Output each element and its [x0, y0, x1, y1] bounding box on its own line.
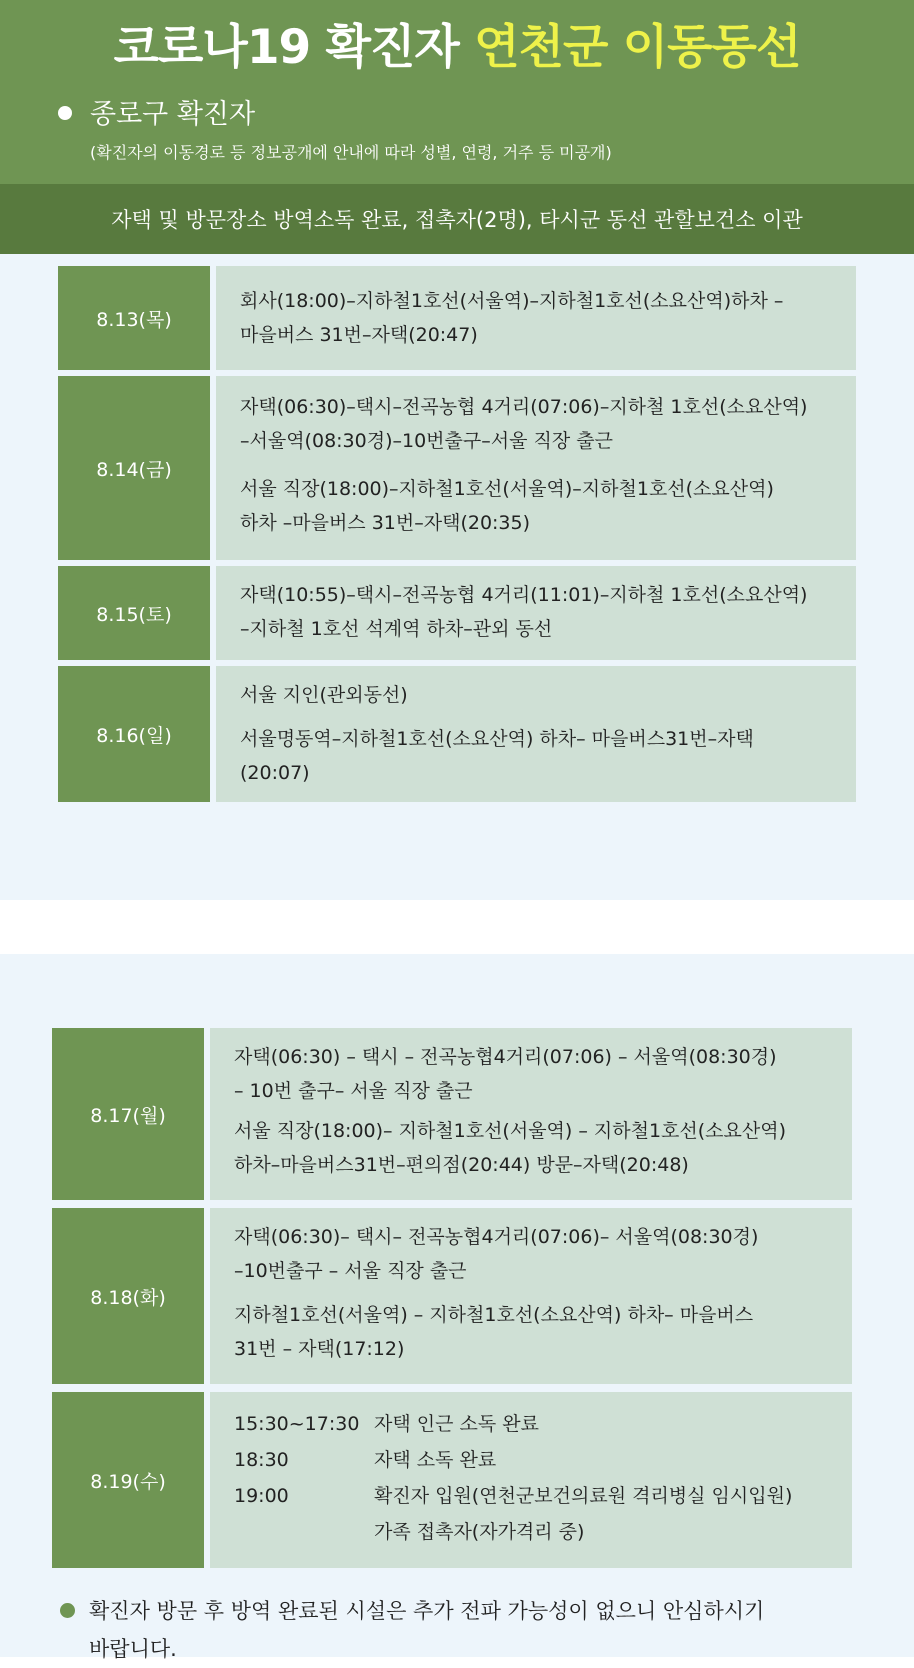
route-line: 서울 지인(관외동선) [240, 684, 408, 706]
route-line: 자택(06:30)–택시–전곡농협 4거리(07:06)–지하철 1호선(소요산역) [240, 396, 808, 418]
route-row [52, 1208, 852, 1384]
route-line: 자택(06:30) – 택시 – 전곡농협4거리(07:06) – 서울역(08:30경) [234, 1046, 777, 1068]
route-line: –서울역(08:30경)–10번출구–서울 직장 출근 [240, 430, 613, 452]
route-date: 8.15(토) [58, 566, 210, 660]
subject-heading [58, 92, 255, 131]
header [0, 0, 914, 184]
route-line: (20:07) [240, 762, 310, 784]
route-date: 8.13(목) [58, 266, 210, 370]
page-title [0, 10, 914, 77]
status-banner: 자택 및 방문장소 방역소독 완료, 접촉자(2명), 타시군 동선 관할보건소 이관 [0, 184, 914, 254]
bullet-dot-icon [60, 1603, 75, 1618]
route-line: 서울 직장(18:00)–지하철1호선(서울역)–지하철1호선(소요산역) [240, 478, 774, 500]
route-detail [216, 666, 856, 802]
route-line: 마을버스 31번–자택(20:47) [240, 324, 478, 346]
route-line: – 10번 출구– 서울 직장 출근 [234, 1080, 473, 1102]
footer-line: 확진자 방문 후 방역 완료된 시설은 추가 전파 가능성이 없으니 안심하시기 [89, 1599, 765, 1623]
schedule-time: 15:30~17:30 [234, 1413, 360, 1435]
route-row [52, 1392, 852, 1568]
route-detail [216, 376, 856, 560]
schedule-time: 19:00 [234, 1485, 289, 1507]
route-line: 자택(06:30)– 택시– 전곡농협4거리(07:06)– 서울역(08:30경) [234, 1226, 759, 1248]
route-line: 하차 –마을버스 31번–자택(20:35) [240, 512, 531, 534]
schedule-text: 자택 소독 완료 [374, 1449, 497, 1471]
route-date: 8.18(화) [52, 1208, 204, 1384]
route-line: 서울명동역–지하철1호선(소요산역) 하차– 마을버스31번–자택 [240, 728, 754, 750]
route-panel-1 [0, 254, 914, 900]
route-line: –10번출구 – 서울 직장 출근 [234, 1260, 467, 1282]
title-highlight: 연천군 이동동선 [474, 20, 801, 75]
route-detail [216, 566, 856, 660]
route-date: 8.19(수) [52, 1392, 204, 1568]
route-row [58, 376, 856, 560]
route-detail [216, 266, 856, 370]
schedule-text: 가족 접촉자(자가격리 중) [374, 1521, 585, 1543]
subject-label: 종로구 확진자 [90, 99, 256, 130]
bullet-dot-icon [58, 106, 72, 120]
route-row [58, 666, 856, 802]
route-row [58, 566, 856, 660]
route-panel-2 [0, 954, 914, 1657]
route-line: 회사(18:00)–지하철1호선(서울역)–지하철1호선(소요산역)하차 – [240, 290, 784, 312]
route-line: –지하철 1호선 석계역 하차–관외 동선 [240, 618, 553, 640]
route-detail [210, 1208, 852, 1384]
schedule-time: 18:30 [234, 1449, 289, 1471]
route-date: 8.14(금) [58, 376, 210, 560]
route-line: 31번 – 자택(17:12) [234, 1338, 405, 1360]
route-date: 8.17(월) [52, 1028, 204, 1200]
schedule-text: 확진자 입원(연천군보건의료원 격리병실 임시입원) [374, 1485, 793, 1507]
route-date: 8.16(일) [58, 666, 210, 802]
route-line: 지하철1호선(서울역) – 지하철1호선(소요산역) 하차– 마을버스 [234, 1304, 754, 1326]
footer-line: 바랍니다. [89, 1637, 177, 1661]
route-line: 하차–마을버스31번–편의점(20:44) 방문–자택(20:48) [234, 1154, 689, 1176]
schedule-text: 자택 인근 소독 완료 [374, 1413, 539, 1435]
route-line: 자택(10:55)–택시–전곡농협 4거리(11:01)–지하철 1호선(소요산역) [240, 584, 808, 606]
route-row [52, 1028, 852, 1200]
schedule-list [234, 1406, 828, 1550]
title-main: 코로나19 확진자 [113, 20, 475, 75]
route-detail [210, 1028, 852, 1200]
route-detail [210, 1392, 852, 1568]
schedule-time [234, 1514, 374, 1550]
route-row [58, 266, 856, 370]
route-line: 서울 직장(18:00)– 지하철1호선(서울역) – 지하철1호선(소요산역) [234, 1120, 787, 1142]
disclosure-note: (확진자의 이동경로 등 정보공개에 안내에 따라 성별, 연령, 거주 등 미공개) [90, 143, 612, 162]
